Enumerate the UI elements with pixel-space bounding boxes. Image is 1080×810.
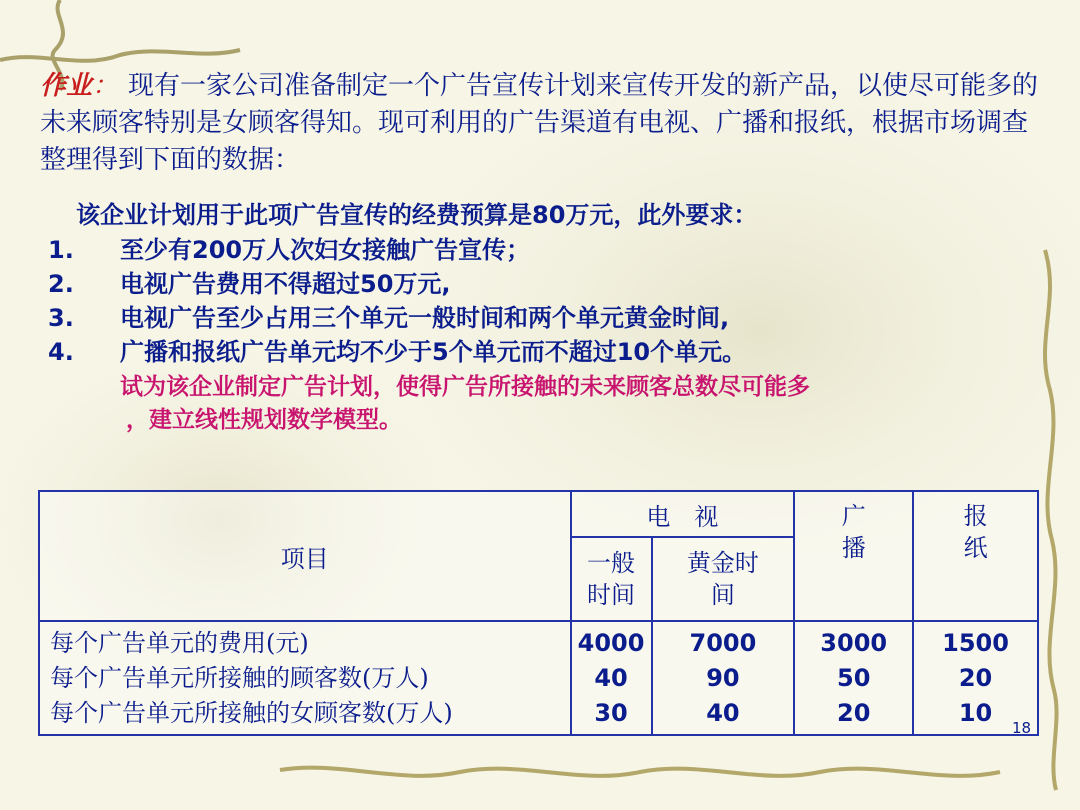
- intro-paragraph: [40, 68, 1050, 179]
- assignment-tag: 作业: [40, 71, 93, 101]
- header-item: 项目: [39, 491, 571, 621]
- requirement-number: 1.: [48, 236, 74, 264]
- requirement-text: 电视广告费用不得超过50万元,: [120, 270, 451, 298]
- header-tv: 电 视: [571, 491, 795, 537]
- row-label: 每个广告单元所接触的顾客数(万人): [50, 663, 429, 692]
- requirements-block: [48, 198, 1048, 437]
- requirement-number: 4.: [48, 338, 74, 366]
- requirement-item: [48, 335, 1048, 369]
- header-tv-prime-time: 黄金时 间: [652, 537, 795, 621]
- tv-normal-values: 4000 40 30: [571, 621, 652, 735]
- goal-statement: [120, 371, 1048, 437]
- requirement-text: 广播和报纸广告单元均不少于5个单元而不超过10个单元。: [120, 338, 747, 366]
- intro-text: 现有一家公司准备制定一个广告宣传计划来宣传开发的新产品，以使尽可能多的未来顾客特别是女顾客得知。现可利用的广告渠道有电视、广播和报纸，根据市场调查整理得到下面的数据：: [40, 71, 1039, 175]
- requirement-item: [48, 267, 1048, 301]
- page-number: 18: [1012, 719, 1032, 737]
- goal-line: ，建立线性规划数学模型。: [126, 407, 402, 433]
- requirement-number: 3.: [48, 304, 74, 332]
- row-label: 每个广告单元的费用(元): [50, 628, 309, 657]
- row-labels-cell: [39, 621, 571, 735]
- newspaper-values: 1500 20 10: [913, 621, 1038, 735]
- data-table: [38, 490, 1039, 736]
- header-newspaper: 报 纸: [913, 491, 1038, 621]
- header-radio: 广 播: [794, 491, 913, 621]
- radio-values: 3000 50 20: [794, 621, 913, 735]
- requirement-text: 电视广告至少占用三个单元一般时间和两个单元黄金时间,: [120, 304, 730, 332]
- requirement-text: 至少有200万人次妇女接触广告宣传；: [120, 236, 531, 264]
- header-tv-normal-time: 一般 时间: [571, 537, 652, 621]
- requirements-lead: 该企业计划用于此项广告宣传的经费预算是80万元，此外要求：: [76, 201, 758, 229]
- row-label: 每个广告单元所接触的女顾客数(万人): [50, 698, 453, 727]
- tv-prime-values: 7000 90 40: [652, 621, 795, 735]
- assignment-tag-separator: ：: [92, 71, 119, 101]
- requirement-number: 2.: [48, 270, 74, 298]
- requirement-item: [48, 301, 1048, 335]
- requirement-item: [48, 233, 1048, 267]
- goal-line: 试为该企业制定广告计划，使得广告所接触的未来顾客总数尽可能多: [120, 374, 810, 400]
